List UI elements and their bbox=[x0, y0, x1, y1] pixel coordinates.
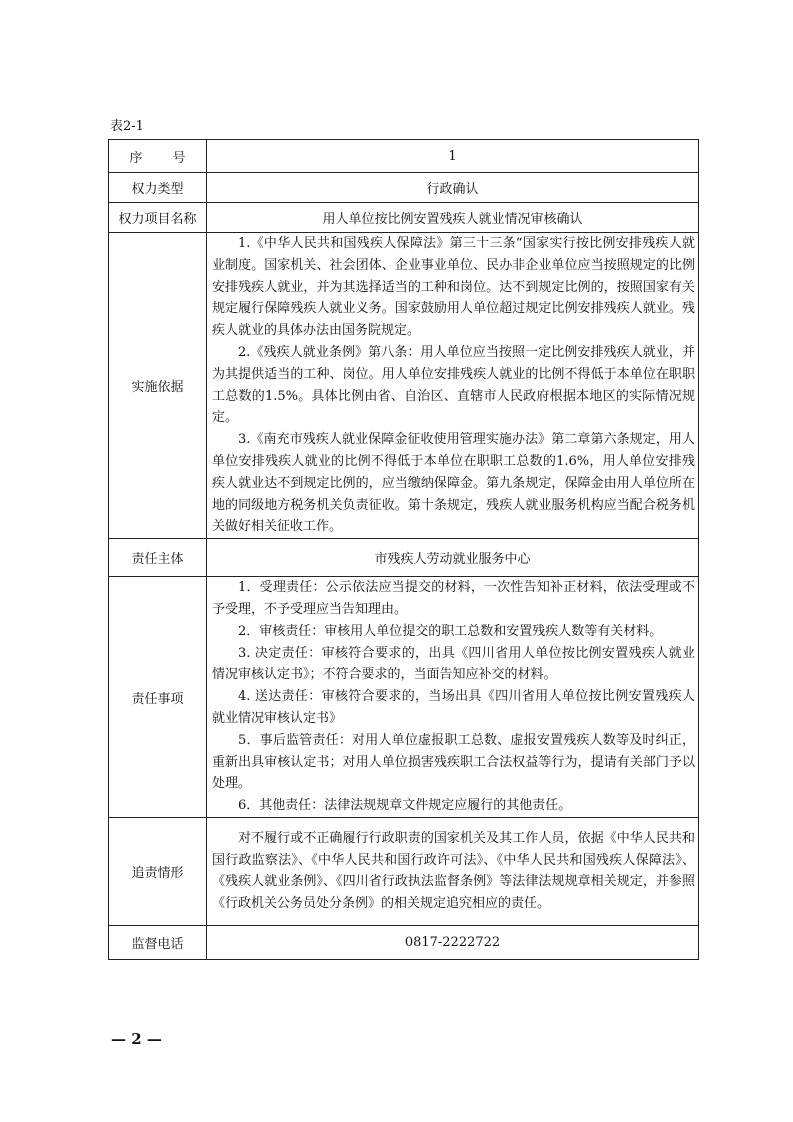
item-name-label: 权力项目名称 bbox=[109, 203, 207, 233]
serial-value: 1 bbox=[207, 140, 699, 173]
subject-label: 责任主体 bbox=[109, 539, 207, 577]
table-row-item-name bbox=[109, 203, 699, 233]
duties-label: 责任事项 bbox=[109, 577, 207, 818]
basis-paragraph-3: 3.《南充市残疾人就业保障金征收使用管理实施办法》第二章第六条规定，用人单位安排残疾人就业的比例不得低于本单位在职职工总数的1.6%，用人单位安排残疾人就业达不到规定比例的，应当缴纳保障金。第九条规定，保障金由用人单位所在地的同级地方税务机关负责征收。第十条规定，残疾人就业服务机构应当配合税务机关做好相关征收工作。 bbox=[212, 432, 695, 535]
power-type-value: 行政确认 bbox=[207, 173, 699, 203]
basis-paragraph-2: 2.《残疾人就业条例》第八条：用人单位应当按照一定比例安排残疾人就业，并为其提供适当的工种、岗位。用人单位安排残疾人就业的比例不得低于本单位在职职工总数的1.5%。具体比例由省、自治区、直辖市人民政府根据本地区的实际情况规定。 bbox=[212, 344, 695, 426]
table-row-accountability bbox=[109, 817, 699, 925]
phone-label: 监督电话 bbox=[109, 925, 207, 959]
duty-paragraph-2: 2．审核责任：审核用人单位提交的职工总数和安置残疾人数等有关材料。 bbox=[238, 623, 663, 639]
accountability-paragraph: 对不履行或不正确履行行政职责的国家机关及其工作人员，依据《中华人民共和国行政监察法》、《中华人民共和国行政许可法》、《中华人民共和国残疾人保障法》、《残疾人就业条例》、《四川省行政执法监督条例》等法律法规规章相关规定，并参照《行政机关公务员处分条例》的相关规定追究相应的责任。 bbox=[212, 830, 695, 912]
duty-paragraph-4: 4. 送达责任：审核符合要求的，当场出具《四川省用人单位按比例安置残疾人就业情况审核认定书》 bbox=[212, 689, 695, 726]
basis-label: 实施依据 bbox=[109, 233, 207, 539]
subject-value: 市残疾人劳动就业服务中心 bbox=[207, 539, 699, 577]
basis-paragraph-1: 1.《中华人民共和国残疾人保障法》第三十三条“国家实行按比例安排残疾人就业制度。国家机关、社会团体、企业事业单位、民办非企业单位应当按照规定的比例安排残疾人就业，并为其选择适当的工种和岗位。达不到规定比例的，按照国家有关规定履行保障残疾人就业义务。国家鼓励用人单位超过规定比例安排残疾人就业。残疾人就业的具体办法由国务院规定。 bbox=[212, 236, 695, 339]
item-name-value: 用人单位按比例安置残疾人就业情况审核确认 bbox=[207, 203, 699, 233]
table-row-duties bbox=[109, 577, 699, 818]
duty-paragraph-3: 3. 决定责任：审核符合要求的，出具《四川省用人单位按比例安置残疾人就业情况审核认定书》；不符合要求的，当面告知应补交的材料。 bbox=[212, 645, 695, 683]
duty-paragraph-1: 1．受理责任：公示依法应当提交的材料，一次性告知补正材料，依法受理或不予受理，不予受理应当告知理由。 bbox=[212, 580, 695, 617]
table-label: 表2-1 bbox=[110, 119, 144, 134]
table-row-basis bbox=[109, 233, 699, 539]
table-row-power-type bbox=[109, 173, 699, 203]
serial-label-cell bbox=[109, 140, 207, 173]
accountability-content bbox=[207, 817, 699, 925]
serial-label: 序 号 bbox=[129, 150, 199, 166]
table-row-subject bbox=[109, 539, 699, 577]
power-type-label: 权力类型 bbox=[109, 173, 207, 203]
duty-paragraph-6: 6．其他责任：法律法规规章文件规定应履行的其他责任。 bbox=[238, 798, 572, 814]
power-item-table bbox=[108, 139, 699, 960]
table-row-phone bbox=[109, 925, 699, 959]
page-number: — 2 — bbox=[111, 1030, 162, 1048]
duty-paragraph-5: 5．事后监管责任：对用人单位虚报职工总数、虚报安置残疾人数等及时纠正，重新出具审核认定书；对用人单位损害残疾职工合法权益等行为，提请有关部门予以处理。 bbox=[212, 732, 695, 792]
duties-content bbox=[207, 577, 699, 818]
basis-content bbox=[207, 233, 699, 539]
accountability-label: 追责情形 bbox=[109, 817, 207, 925]
table-row-serial bbox=[109, 140, 699, 173]
phone-value: 0817-2222722 bbox=[207, 925, 699, 959]
